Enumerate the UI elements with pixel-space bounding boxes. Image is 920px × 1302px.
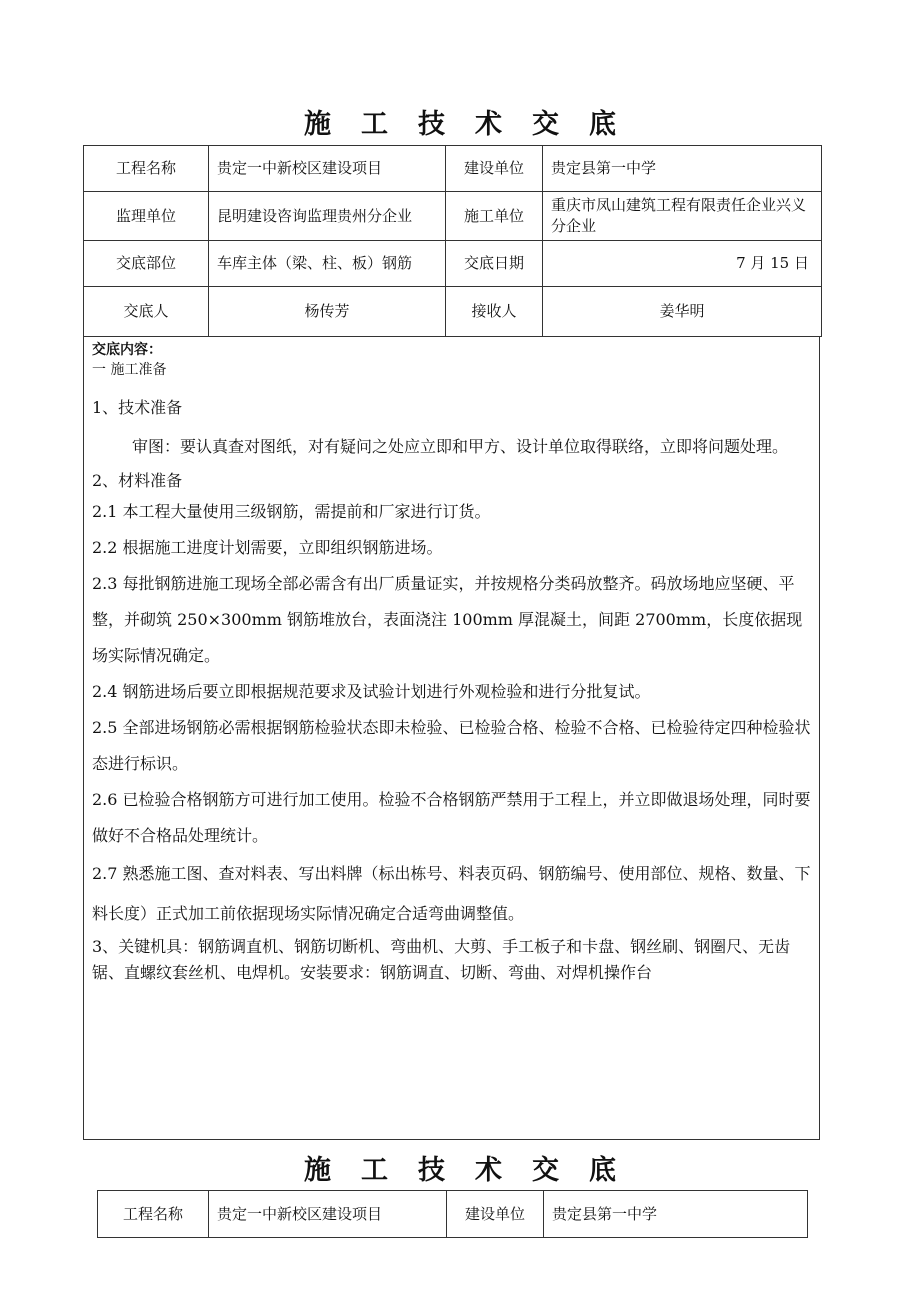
builder-label: 建设单位 bbox=[447, 1191, 544, 1238]
constructor-label: 施工单位 bbox=[446, 192, 543, 241]
table-row bbox=[84, 241, 822, 287]
builder-label: 建设单位 bbox=[446, 146, 543, 192]
part-value: 车库主体（梁、柱、板）钢筋 bbox=[209, 241, 446, 287]
section-heading: 一 施工准备 bbox=[92, 362, 167, 378]
project-name-label: 工程名称 bbox=[84, 146, 209, 192]
paragraph: 2.2 根据施工进度计划需要，立即组织钢筋进场。 bbox=[92, 538, 443, 557]
paragraph: 2.3 每批钢筋进施工现场全部必需含有出厂质量证实，并按规格分类码放整齐。码放场地应坚硬、平整，并砌筑 250×300mm 钢筋堆放台，表面浇注 100mm 厚混凝土，间距 2700mm，长度依据现场实际情况确定。 bbox=[92, 574, 803, 665]
content-section bbox=[83, 336, 820, 1140]
table-row bbox=[84, 192, 822, 241]
project-name-value: 贵定一中新校区建设项目 bbox=[209, 1191, 447, 1238]
project-info-table-repeat bbox=[97, 1190, 808, 1238]
project-info-table bbox=[83, 145, 822, 337]
subsection-heading: 2、材料准备 bbox=[92, 471, 183, 490]
table-row bbox=[84, 146, 822, 192]
table-row bbox=[84, 287, 822, 337]
subsection-heading: 1、技术准备 bbox=[92, 398, 183, 417]
project-name-label: 工程名称 bbox=[98, 1191, 209, 1238]
giver-label: 交底人 bbox=[84, 287, 209, 337]
date-label: 交底日期 bbox=[446, 241, 543, 287]
part-label: 交底部位 bbox=[84, 241, 209, 287]
paragraph: 2.7 熟悉施工图、查对料表、写出料牌（标出栋号、料表页码、钢筋编号、使用部位、规格、数量、下料长度）正式加工前依据现场实际情况确定合适弯曲调整值。 bbox=[92, 864, 811, 923]
receiver-label: 接收人 bbox=[446, 287, 543, 337]
constructor-value: 重庆市凤山建筑工程有限责任企业兴义分企业 bbox=[543, 192, 822, 241]
page-title: 施工技术交底 bbox=[304, 109, 646, 140]
project-name-value: 贵定一中新校区建设项目 bbox=[209, 146, 446, 192]
date-value: 7 月 15 日 bbox=[543, 241, 822, 287]
receiver-value: 姜华明 bbox=[543, 287, 822, 337]
page-title-repeat: 施工技术交底 bbox=[304, 1155, 646, 1186]
paragraph: 3、关键机具：钢筋调直机、钢筋切断机、弯曲机、大剪、手工板子和卡盘、钢丝刷、钢圈尺、无齿锯、直螺纹套丝机、电焊机。安装要求：钢筋调直、切断、弯曲、对焊机操作台 bbox=[92, 937, 791, 982]
paragraph: 2.1 本工程大量使用三级钢筋，需提前和厂家进行订货。 bbox=[92, 502, 491, 521]
supervisor-value: 昆明建设咨询监理贵州分企业 bbox=[209, 192, 446, 241]
paragraph: 2.6 已检验合格钢筋方可进行加工使用。检验不合格钢筋严禁用于工程上，并立即做退场处理，同时要做好不合格品处理统计。 bbox=[92, 790, 811, 845]
builder-value: 贵定县第一中学 bbox=[544, 1191, 808, 1238]
supervisor-label: 监理单位 bbox=[84, 192, 209, 241]
table-row bbox=[98, 1191, 808, 1238]
giver-value: 杨传芳 bbox=[209, 287, 446, 337]
paragraph: 审图：要认真查对图纸，对有疑问之处应立即和甲方、设计单位取得联络，立即将问题处理。 bbox=[132, 437, 789, 456]
paragraph: 2.4 钢筋进场后要立即根据规范要求及试验计划进行外观检验和进行分批复试。 bbox=[92, 682, 651, 701]
paragraph: 2.5 全部进场钢筋必需根据钢筋检验状态即未检验、已检验合格、检验不合格、已检验待定四种检验状态进行标识。 bbox=[92, 718, 811, 773]
builder-value: 贵定县第一中学 bbox=[543, 146, 822, 192]
content-header: 交底内容： bbox=[92, 342, 162, 358]
